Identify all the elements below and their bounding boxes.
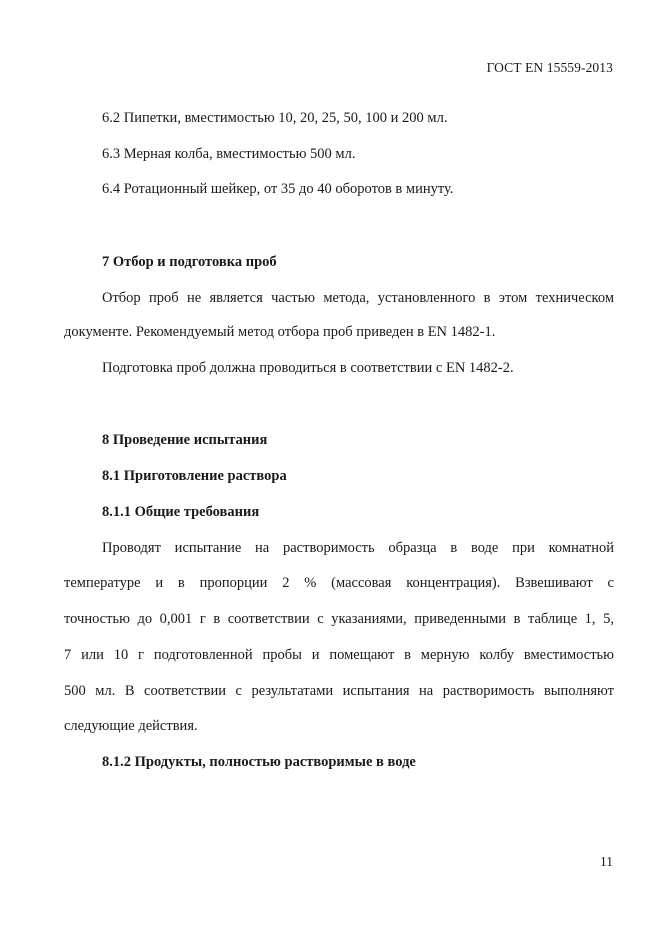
section-8-para-line4: 7 или 10 г подготовленной пробы и помещают в мерную колбу вместимостью bbox=[64, 647, 614, 663]
section-7-para2: Подготовка проб должна проводиться в соответствии с EN 1482-2. bbox=[102, 360, 514, 376]
section-8-para-line2: температуре и в пропорции 2 % (массовая концентрация). Взвешивают с bbox=[64, 575, 614, 591]
item-6-4: 6.4 Ротационный шейкер, от 35 до 40 оборотов в минуту. bbox=[102, 181, 454, 197]
section-8-para-line1: Проводят испытание на растворимость образца в воде при комнатной bbox=[102, 540, 614, 556]
section-8-1-2-heading: 8.1.2 Продукты, полностью растворимые в воде bbox=[102, 754, 416, 770]
section-7-heading: 7 Отбор и подготовка проб bbox=[102, 254, 277, 270]
section-8-para-line6: следующие действия. bbox=[64, 718, 198, 734]
section-7-para1-line2: документе. Рекомендуемый метод отбора проб приведен в EN 1482-1. bbox=[64, 324, 496, 340]
item-6-2: 6.2 Пипетки, вместимостью 10, 20, 25, 50, 100 и 200 мл. bbox=[102, 110, 448, 126]
page-number: 11 bbox=[600, 854, 613, 869]
standard-code-header: ГОСТ EN 15559-2013 bbox=[486, 60, 613, 75]
section-8-para-line3: точностью до 0,001 г в соответствии с указаниями, приведенными в таблице 1, 5, bbox=[64, 611, 614, 627]
section-7-para1-line1: Отбор проб не является частью метода, установленного в этом техническом bbox=[102, 290, 614, 306]
item-6-3: 6.3 Мерная колба, вместимостью 500 мл. bbox=[102, 146, 356, 162]
section-8-para-line5: 500 мл. В соответствии с результатами испытания на растворимость выполняют bbox=[64, 683, 614, 699]
section-8-1-heading: 8.1 Приготовление раствора bbox=[102, 468, 287, 484]
section-8-heading: 8 Проведение испытания bbox=[102, 432, 268, 448]
section-8-1-1-heading: 8.1.1 Общие требования bbox=[102, 504, 260, 520]
